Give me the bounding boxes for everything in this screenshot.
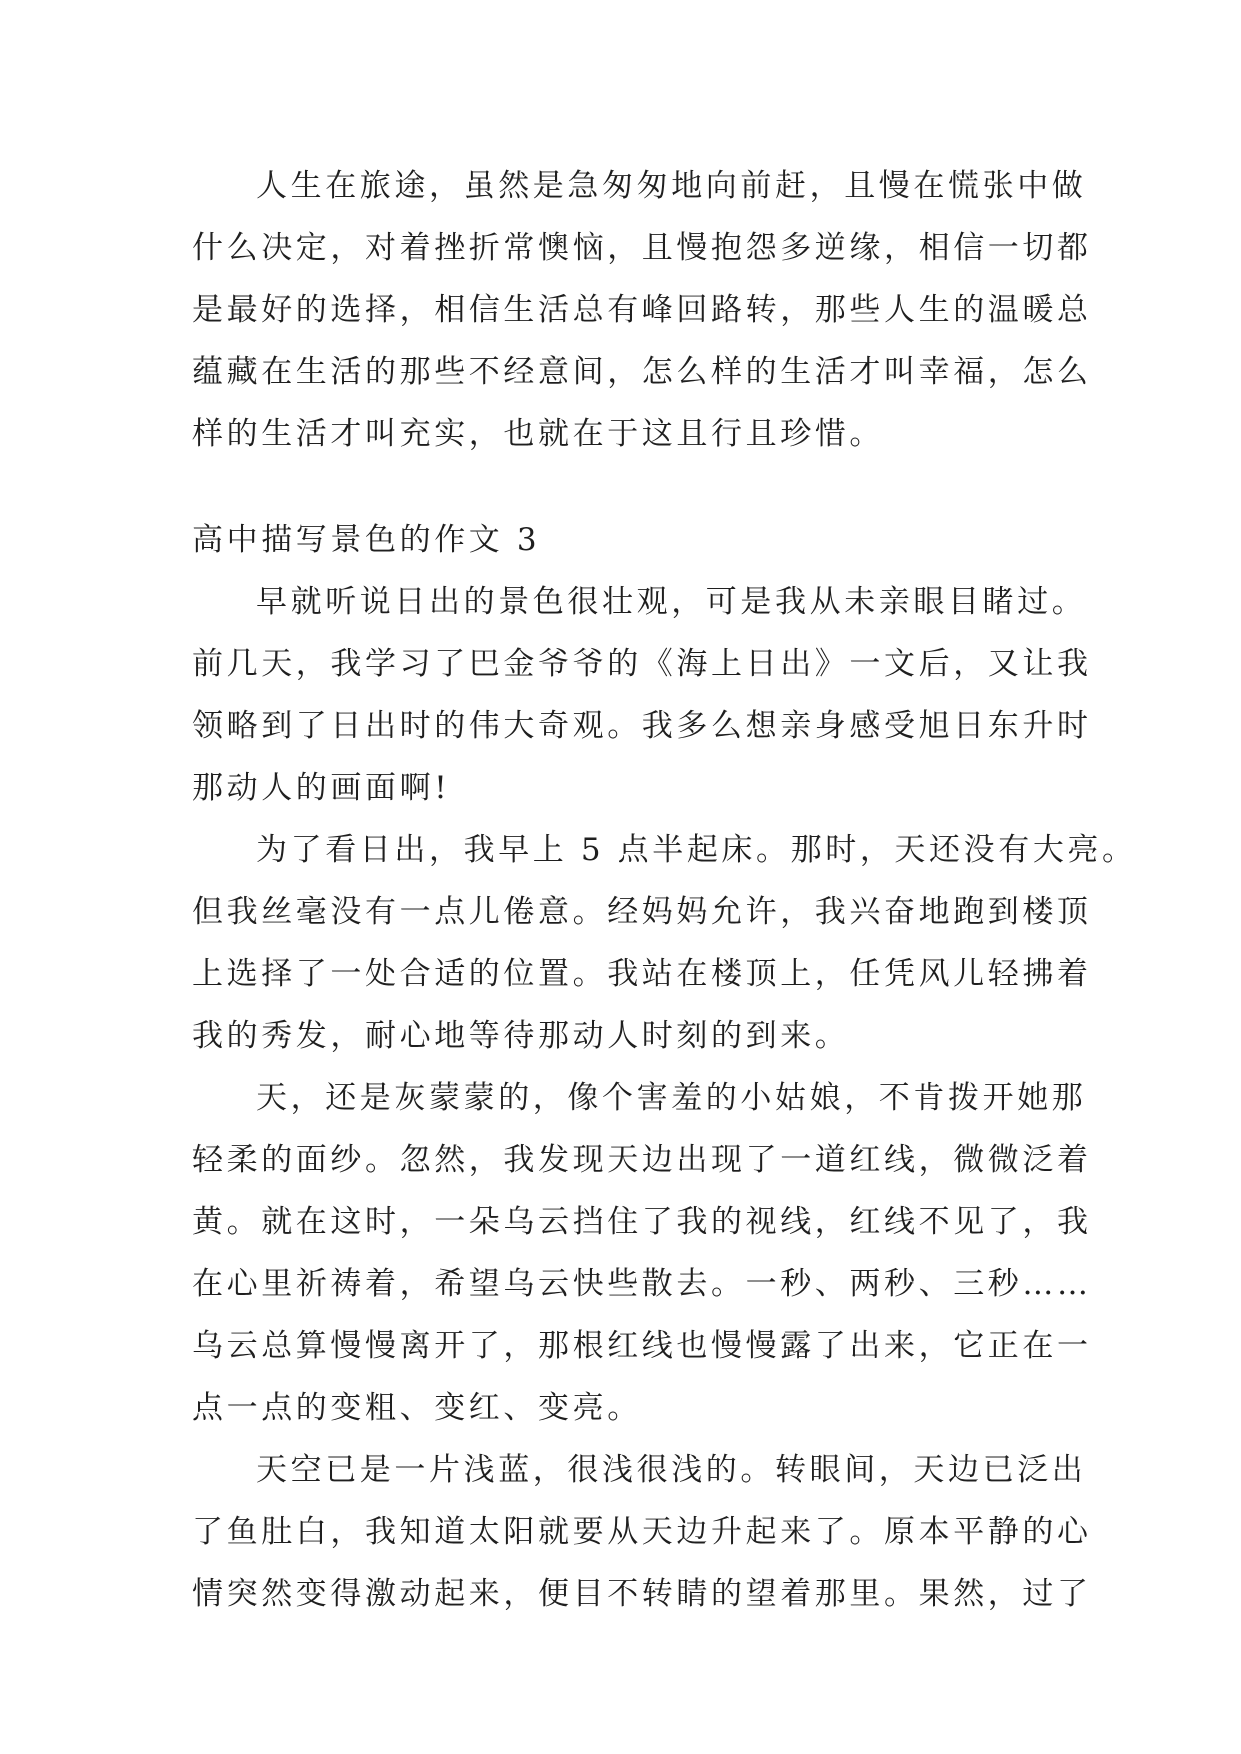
paragraph-1-line-1: 人生在旅途，虽然是急匆匆地向前赶，且慢在慌张中做	[256, 168, 1087, 204]
paragraph-4-line-5: 乌云总算慢慢离开了，那根红线也慢慢露了出来，它正在一	[192, 1328, 1092, 1364]
paragraph-3-line-1: 为了看日出，我早上 5 点半起床。那时，天还没有大亮。	[256, 832, 1137, 868]
paragraph-3-line-3: 上选择了一处合适的位置。我站在楼顶上，任凭风儿轻拂着	[192, 956, 1092, 992]
paragraph-4-line-1: 天，还是灰蒙蒙的，像个害羞的小姑娘，不肯拨开她那	[256, 1080, 1087, 1116]
paragraph-1-line-4: 蕴藏在生活的那些不经意间，怎么样的生活才叫幸福，怎么	[192, 354, 1092, 390]
paragraph-4-line-3: 黄。就在这时，一朵乌云挡住了我的视线，红线不见了，我	[192, 1204, 1092, 1240]
section-heading: 高中描写景色的作文 3	[192, 522, 541, 558]
paragraph-5-line-2: 了鱼肚白，我知道太阳就要从天边升起来了。原本平静的心	[192, 1514, 1092, 1550]
paragraph-1-line-5: 样的生活才叫充实，也就在于这且行且珍惜。	[192, 416, 884, 452]
paragraph-5-line-3: 情突然变得激动起来，便目不转睛的望着那里。果然，过了	[192, 1576, 1092, 1612]
paragraph-1-line-3: 是最好的选择，相信生活总有峰回路转，那些人生的温暖总	[192, 292, 1092, 328]
paragraph-5-line-1: 天空已是一片浅蓝，很浅很浅的。转眼间，天边已泛出	[256, 1452, 1087, 1488]
paragraph-3-line-4: 我的秀发，耐心地等待那动人时刻的到来。	[192, 1018, 850, 1054]
paragraph-4-line-4: 在心里祈祷着，希望乌云快些散去。一秒、两秒、三秒……	[192, 1266, 1092, 1302]
paragraph-2-line-3: 领略到了日出时的伟大奇观。我多么想亲身感受旭日东升时	[192, 708, 1092, 744]
paragraph-2-line-1: 早就听说日出的景色很壮观，可是我从未亲眼目睹过。	[256, 584, 1087, 620]
paragraph-2-line-2: 前几天，我学习了巴金爷爷的《海上日出》一文后，又让我	[192, 646, 1092, 682]
paragraph-2-line-4: 那动人的画面啊!	[192, 770, 451, 806]
paragraph-1-line-2: 什么决定，对着挫折常懊恼，且慢抱怨多逆缘，相信一切都	[192, 230, 1092, 266]
paragraph-4-line-6: 点一点的变粗、变红、变亮。	[192, 1390, 642, 1426]
paragraph-4-line-2: 轻柔的面纱。忽然，我发现天边出现了一道红线，微微泛着	[192, 1142, 1092, 1178]
paragraph-3-line-2: 但我丝毫没有一点儿倦意。经妈妈允许，我兴奋地跑到楼顶	[192, 894, 1092, 930]
